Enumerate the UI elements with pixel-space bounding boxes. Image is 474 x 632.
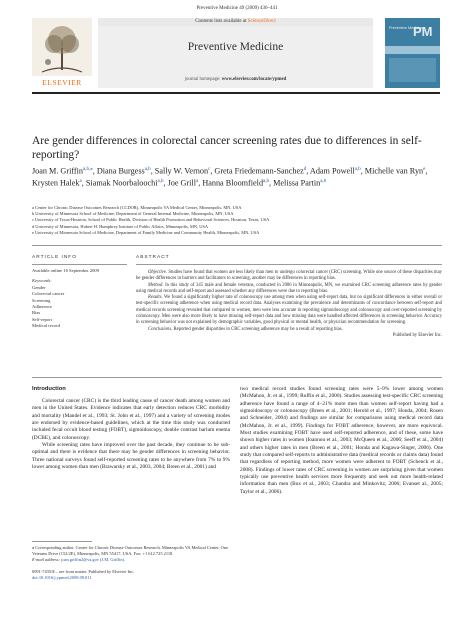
author-name: Joe Grill — [167, 179, 196, 189]
journal-homepage — [98, 77, 373, 82]
author-affiliation-marker: a — [79, 179, 82, 185]
results-text: We found a significantly higher rate of colonoscopy use among men when using self-report data, but no significant differences in either overall or test-specific screening adherence when using medical record data. Analyses examining the prevalence and determinants of concordance between self-report and medical records screening revealed that compared to women, men were less accurate in reporting sigmoidoscopy and colonoscopy and over-reported screening by colonoscopy. Men were also more likely to have missing self-report data and how missing data were handled affected differences in screening behavior. Accuracy in screening behavior was not explained by demographic variables, good physical or mental health, or physician recommendation for screening. — [136, 295, 443, 326]
keyword-item: Medical record — [32, 323, 60, 329]
author-name: Hanna Bloomfield — [202, 179, 264, 189]
author-affiliation-marker: a,b — [157, 179, 164, 185]
method-label: Method. — [148, 282, 164, 288]
results-label: Results. — [148, 295, 163, 301]
masthead-rule — [32, 92, 440, 94]
available-online: Available online 16 September 2009 — [32, 268, 100, 273]
contents-bar — [98, 18, 373, 26]
keyword-item: Screening — [32, 297, 51, 303]
email-label: E-mail address: — [32, 556, 62, 562]
author-affiliation-marker: a,b,⁎ — [83, 167, 93, 172]
publisher-name: ELSEVIER — [42, 78, 82, 87]
body-rule — [32, 377, 442, 378]
conclusions-label: Conclusions. — [148, 326, 173, 332]
affiliation-c: c University of Texas-Houston, School of Public Health, Division of Health Promotion and Behavioral Sciences, Houston, Texas, USA — [32, 217, 270, 223]
author-name: Adam Powell — [309, 166, 355, 176]
corresponding-author-note: ⁎ Corresponding author. Center for Chronic Disease Outcomes Research, Minneapolis VA Medical Center, One Veterans Drive (152/2E), Minneapolis, MN 55417, USA. Fax: +1 612 725 2118. — [32, 545, 228, 556]
cover-pm-letters: PM — [413, 24, 433, 39]
affiliation-e: e University of Minnesota School of Medicine, Department of Family Medicine and Community Health, Minneapolis, MN, USA — [32, 229, 260, 235]
article-info-rule — [32, 264, 127, 265]
author-affiliation-marker: a — [196, 179, 199, 185]
homepage-prefix: journal homepage: — [184, 77, 222, 82]
author-email-link[interactable]: joan.griffin2@va.gov (J.M. Griffin). — [61, 556, 126, 562]
keyword-item: Adherence — [32, 304, 52, 310]
affiliation-a: a Center for Chronic Disease Outcomes Research (CCDOR), Minneapolis VA Medical Center, Minneapolis, MN, USA — [32, 205, 242, 210]
author-affiliation-marker: e — [423, 167, 426, 172]
author-affiliation-marker: d — [303, 167, 307, 172]
sciencedirect-link[interactable]: ScienceDirect — [247, 19, 276, 24]
article-info — [32, 268, 127, 330]
objective-label: Objective. — [148, 270, 168, 275]
article-info-heading: ARTICLE INFO — [32, 255, 77, 260]
section-rule — [32, 245, 442, 246]
author-name: Michelle van Ryn — [364, 166, 424, 176]
keyword-item: Self-report — [32, 316, 52, 322]
author-name: Joan M. Griffin — [32, 166, 84, 176]
affiliations — [32, 205, 452, 236]
keyword-item: Gender — [32, 284, 46, 290]
author-affiliation-marker: a,b — [144, 167, 151, 172]
introduction-heading: Introduction — [32, 386, 66, 392]
author-name: Krysten Halek — [32, 179, 80, 189]
method-text: In this study of 345 male and female veterans, conducted in 2006 in Minneapolis, MN, we examined CRC screening adherence rates by gender using medical records and self-report and assessed whether any differences were due to reporting bias. — [136, 282, 443, 294]
intro-column-1 — [32, 398, 230, 471]
running-head: Preventive Medicine 49 (2009) 436–441 — [196, 6, 278, 11]
abstract-method — [136, 283, 442, 296]
cover-image — [389, 58, 436, 82]
homepage-url[interactable]: www.elsevier.com/locate/ypmed — [221, 77, 287, 82]
journal-cover — [385, 18, 440, 88]
contents-prefix: Contents lists available at — [195, 19, 248, 24]
abstract-results — [136, 295, 442, 326]
keyword-item: Bias — [32, 310, 41, 316]
keyword-item: Colorectal cancer — [32, 291, 65, 297]
author-affiliation-marker: a,b — [263, 179, 270, 185]
affiliation-b: b University of Minnesota School of Medicine, Department of General Internal Medicine, Minneapolis, MN, USA — [32, 211, 234, 217]
issn-line: 0091-7435/$ – see front matter. Published by Elsevier Inc. — [32, 568, 135, 574]
article-title: Are gender differences in colorectal cancer screening rates due to differences in self-reporting? — [32, 135, 422, 161]
keywords-label: Keywords: — [32, 278, 52, 284]
author-name: Melissa Partin — [273, 179, 321, 189]
cover-band — [385, 46, 440, 54]
author-affiliation-marker: a,b — [320, 179, 327, 185]
author-name: Greta Friedemann-Sanchez — [214, 166, 304, 176]
publisher-line: Published by Elsevier Inc. — [392, 332, 442, 338]
abstract-body — [136, 270, 442, 339]
footnote-rule — [32, 541, 92, 542]
affiliation-d: d University of Minnesota, Hubert H. Humphrey Institute of Public Affairs, Minneapolis, MN, USA — [32, 223, 209, 229]
intro-paragraph-2: While screening rates have improved over the past decade, they continue to be sub-optimal and there is evidence that there may be gender differences in screening behavior. Three national surveys found self-reported screening rates to be anywhere from 7% to 9% lower among women than men (Brawarsky et al., 2003, 2004; Breen et al., 2001) and — [32, 442, 230, 471]
doi-link[interactable]: doi:10.1016/j.ypmed.2009.09.011 — [32, 574, 92, 580]
cover-journal-name: Preventive Medicine — [389, 26, 424, 30]
author-name: Siamak Noorbaloochi — [85, 179, 158, 189]
abstract-rule — [136, 264, 442, 265]
author-name: Diana Burgess — [96, 166, 145, 176]
author-affiliation-marker: c — [208, 167, 211, 172]
footnotes — [32, 545, 230, 581]
elsevier-logo — [32, 18, 92, 88]
journal-title: Preventive Medicine — [187, 41, 284, 53]
abstract-heading: ABSTRACT — [136, 255, 170, 260]
intro-paragraph-3: two medical record studies found screening rates were 5–9% lower among women (McMahon, Jr. et al., 1999; Ruffin et al., 2000). Studies assessing test-specific CRC screening adherence have found a range of 4–21% more men than women self-report having had a sigmoidoscopy or colonoscopy (Breen et al., 2001; Herold et al., 1997; Honda, 2004; Rosen and Schneider, 2004) and findings are similar for comparisons using medical record data (McMahon, Jr. et al., 1999). Findings for FOBT adherence, however, are more equivocal. Most studies examining FOBT have used self-reported adherence, and of these, some have shown higher rates in women (Ioannou et al., 2003; McQueen et al., 2006; Seeff et al., 2004) and others higher rates in men (Breen et al., 2001; Honda and Kagawa-Singer, 2006). One study that compared self-reports to administrative data (medical records or claims data) found that regardless of reporting method, more women were adherent to FOBT (Schenck et al., 2008). Findings of lower rates of CRC screening in women are surprising given that women typically use preventive health services more frequently and seek out more health-related information than men (Bux et al., 2003; Chandra and Minkovitz, 2006; Evanset al., 2005; Taylor et al., 2006). — [240, 386, 443, 495]
conclusions-text: Reported gender disparities in CRC screening adherence may be a result of reporting bias. — [173, 326, 343, 332]
intro-paragraph-1: Colorectal cancer (CRC) is the third leading cause of cancer death among women and men in the United States. Evidence indicates that early detection reduces CRC morbidity and mortality (Mandel et al., 1993; St. John et al., 1997) and a variety of screening modes are endorsed by evidence-based guidelines, which at the time this study was conducted included fecal occult blood testing (FOBT), sigmoidoscopy, double contrast barium enema (DCBE), and colonoscopy. — [32, 398, 230, 441]
abstract-objective — [136, 270, 442, 283]
objective-text: Studies have found that women are less likely than men to undergo colorectal cancer (CRC) screening. While one source of these disparities may be gender differences in barriers and facilitators to screening, another may be differences in reporting bias. — [136, 270, 442, 282]
author-name: Sally W. Vernon — [154, 166, 209, 176]
intro-column-2 — [240, 386, 443, 496]
author-list: Joan M. Griffin$^{a,b,⁎}$, Diana Burgess$^{a,b}$, Sally W. Vernon$^c$, Greta Friedemann-Sanchez$^d$, Adam Powell$^{a,b}$, Michelle van Ryn$^e$, Krysten Halek$^a$, Siamak Noorbaloochi$^{a,b}$, Joe Grill$^a$, Hanna Bloomfield$^{a,b}$, Melissa Partin$^{a,b}$ — [32, 166, 428, 189]
author-affiliation-marker: a,b — [354, 167, 361, 172]
